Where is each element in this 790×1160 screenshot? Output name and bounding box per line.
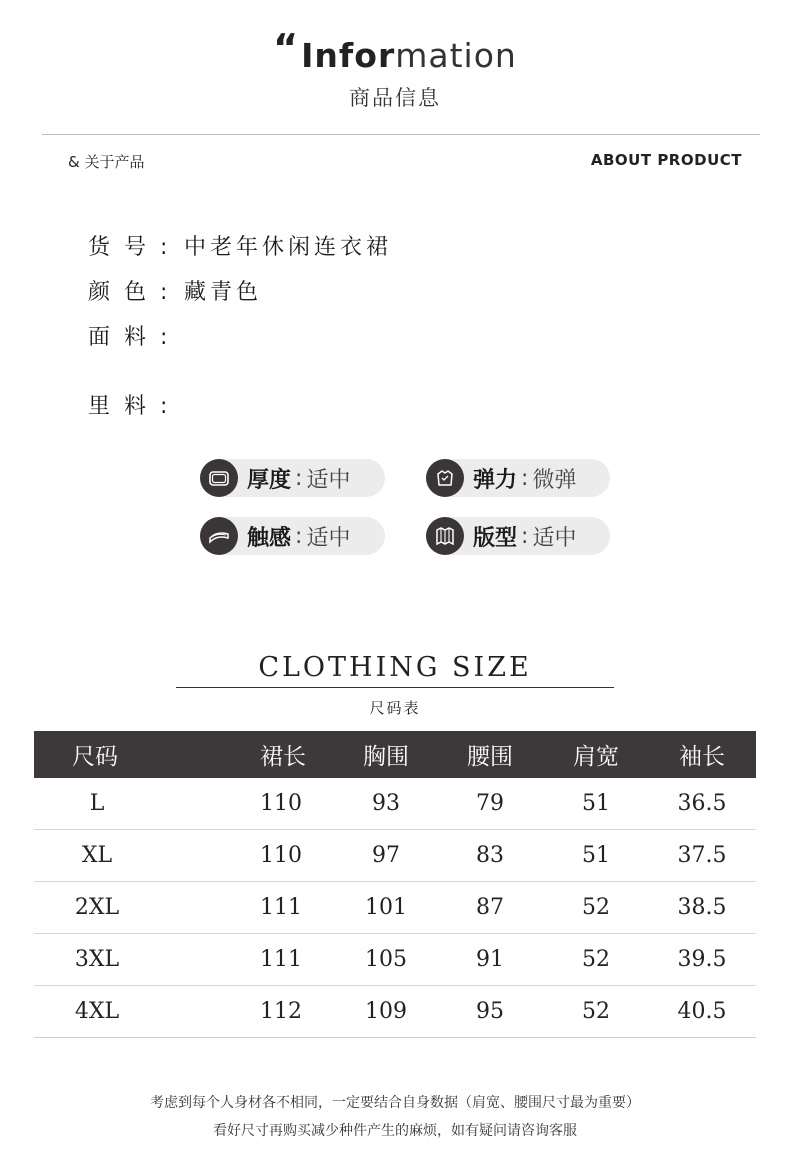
size-chart-subtitle: 尺码表: [369, 699, 421, 717]
table-row: [34, 986, 756, 1038]
table-cell: 87: [436, 882, 544, 934]
table-cell: XL: [34, 830, 160, 882]
table-cell: 2XL: [34, 882, 160, 934]
size-note-2: 看好尺寸再购买减少种件产生的麻烦，如有疑问请咨询客服: [213, 1123, 577, 1139]
table-cell: L: [34, 778, 160, 830]
feature-key: 弹力: [473, 467, 518, 493]
table-cell: 109: [336, 986, 436, 1038]
table-cell: 51: [544, 830, 648, 882]
elasticity-icon: [426, 459, 464, 497]
info-row-color: [88, 275, 262, 306]
table-row: [34, 934, 756, 986]
feature-thickness: [200, 459, 385, 497]
size-table: [34, 731, 756, 1038]
feature-separator: :: [521, 465, 529, 491]
table-cell: 110: [160, 778, 336, 830]
size-chart-title: CLOTHING SIZE: [258, 652, 532, 683]
table-cell: 101: [336, 882, 436, 934]
info-row-lining: [88, 389, 184, 420]
feature-separator: :: [295, 465, 303, 491]
feature-key: 触感: [247, 525, 292, 551]
table-cell: 97: [336, 830, 436, 882]
about-product-cn: & 关于产品: [68, 153, 145, 171]
column-header: 肩宽: [544, 731, 648, 778]
table-cell: 52: [544, 882, 648, 934]
table-header-row: [34, 731, 756, 778]
info-label: 货号:: [88, 235, 182, 260]
feature-value: 适中: [306, 467, 351, 493]
table-cell: 112: [160, 986, 336, 1038]
size-chart-underline: [176, 687, 614, 688]
about-product-en: ABOUT PRODUCT: [590, 151, 742, 169]
title-light-part: mation: [395, 36, 517, 75]
column-header: 尺码: [34, 731, 160, 778]
page-title: [0, 28, 790, 76]
table-cell: 52: [544, 934, 648, 986]
info-row-fabric: [88, 320, 184, 351]
table-cell: 110: [160, 830, 336, 882]
table-cell: 39.5: [648, 934, 756, 986]
feature-elasticity: [426, 459, 610, 497]
table-cell: 36.5: [648, 778, 756, 830]
column-header: 腰围: [436, 731, 544, 778]
size-note-1: 考虑到每个人身材各不相同，一定要结合自身数据（肩宽、腰围尺寸最为重要）: [150, 1095, 640, 1111]
feature-key: 厚度: [247, 467, 292, 493]
table-cell: 93: [336, 778, 436, 830]
page-subtitle: 商品信息: [349, 86, 441, 110]
table-cell: 111: [160, 882, 336, 934]
table-cell: 91: [436, 934, 544, 986]
feature-key: 版型: [473, 525, 518, 551]
info-label: 里料:: [88, 394, 182, 419]
title-bold-part: Infor: [301, 36, 396, 75]
info-value: 藏青色: [184, 280, 263, 305]
feature-value: 适中: [306, 525, 351, 551]
table-cell: 105: [336, 934, 436, 986]
feature-value: 适中: [532, 525, 577, 551]
info-value: 中老年休闲连衣裙: [184, 235, 393, 260]
table-cell: 52: [544, 986, 648, 1038]
table-cell: 95: [436, 986, 544, 1038]
feature-fit: [426, 517, 610, 555]
title-quote-mark: “: [273, 26, 300, 70]
feature-separator: :: [295, 523, 303, 549]
touch-icon: [200, 517, 238, 555]
table-row: [34, 830, 756, 882]
thickness-icon: [200, 459, 238, 497]
fit-icon: [426, 517, 464, 555]
info-label: 面料:: [88, 325, 182, 350]
info-row-item-no: [88, 230, 392, 261]
table-row: [34, 882, 756, 934]
column-header: 裙长: [160, 731, 336, 778]
table-cell: 4XL: [34, 986, 160, 1038]
table-cell: 38.5: [648, 882, 756, 934]
column-header: 胸围: [336, 731, 436, 778]
table-cell: 83: [436, 830, 544, 882]
table-cell: 111: [160, 934, 336, 986]
info-label: 颜色:: [88, 280, 182, 305]
page-header: [0, 28, 790, 112]
header-divider: [42, 134, 760, 135]
table-cell: 51: [544, 778, 648, 830]
table-cell: 40.5: [648, 986, 756, 1038]
table-cell: 3XL: [34, 934, 160, 986]
table-cell: 79: [436, 778, 544, 830]
column-header: 袖长: [648, 731, 756, 778]
table-cell: 37.5: [648, 830, 756, 882]
feature-value: 微弹: [532, 467, 577, 493]
feature-separator: :: [521, 523, 529, 549]
table-row: [34, 778, 756, 830]
feature-touch: [200, 517, 385, 555]
